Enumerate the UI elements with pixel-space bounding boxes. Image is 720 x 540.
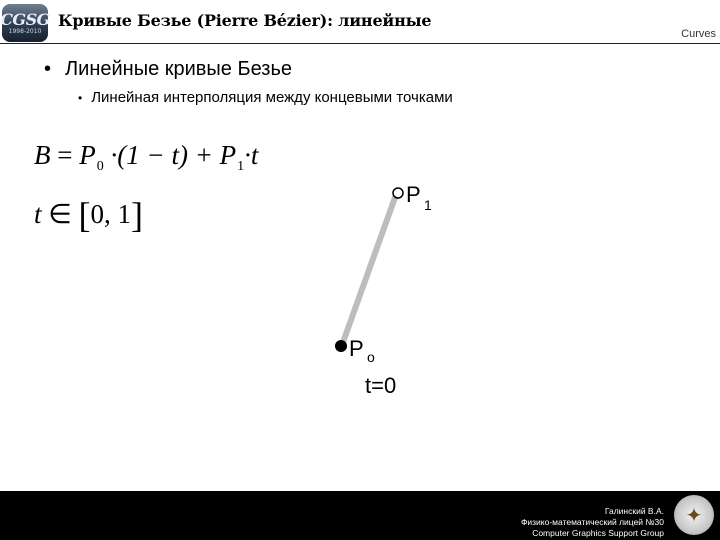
footer-credits <box>521 506 664 539</box>
logo-subtext: 1998-2010 <box>8 27 42 35</box>
section-label: Curves <box>681 28 716 40</box>
range-var: t <box>34 199 42 229</box>
formula-p0-sub: 0 <box>96 159 104 174</box>
range-close-bracket: ] <box>131 195 144 235</box>
bullet-linear-interpolation <box>78 89 453 106</box>
formula-end: ·t <box>244 140 259 170</box>
bullet-linear-curves <box>44 58 292 81</box>
p1-label: P <box>406 182 421 207</box>
t-value-label: t=0 <box>365 373 397 398</box>
formula-lhs: B <box>34 140 51 170</box>
formula-eq: = <box>57 140 73 170</box>
p0-current-point <box>335 340 347 352</box>
bezier-formula <box>34 140 258 175</box>
range-open-bracket: [ <box>78 195 91 235</box>
formula-p0: P <box>79 140 96 170</box>
logo-text: CGSG <box>0 9 50 29</box>
bullet-dot-icon: • <box>44 58 52 80</box>
range-in: ∈ <box>48 199 72 229</box>
range-hi: 1 <box>117 199 132 229</box>
cgsg-logo <box>2 4 48 42</box>
range-lo: 0 <box>90 199 105 229</box>
p0-label-sub: o <box>367 349 375 365</box>
bullet-dot-icon: • <box>78 91 83 105</box>
formula-p1: P <box>219 140 237 170</box>
bezier-segment <box>342 192 397 345</box>
bullet-1-text: Линейные кривые Безье <box>65 58 292 80</box>
parameter-range: t ∈ [0, 1] <box>34 195 144 235</box>
p1-control-point <box>393 188 403 198</box>
seal-icon: ✦ <box>674 495 714 535</box>
formula-mid: ·(1 − t) + <box>110 140 213 170</box>
footer-school: Физико-математический лицей №30 <box>520 517 664 527</box>
p0-label: P <box>349 336 364 361</box>
title-divider <box>0 43 720 44</box>
linear-bezier-diagram <box>320 175 460 405</box>
p1-label-sub: 1 <box>424 197 432 213</box>
slide-title: Кривые Безье (Pierre Bézier): линейные <box>58 11 432 30</box>
footer-author: Галинский В.А. <box>604 506 664 516</box>
footer-group: Computer Graphics Support Group <box>532 528 664 538</box>
formula-p1-sub: 1 <box>237 159 245 174</box>
bullet-2-text: Линейная интерполяция между концевыми точками <box>91 89 453 106</box>
